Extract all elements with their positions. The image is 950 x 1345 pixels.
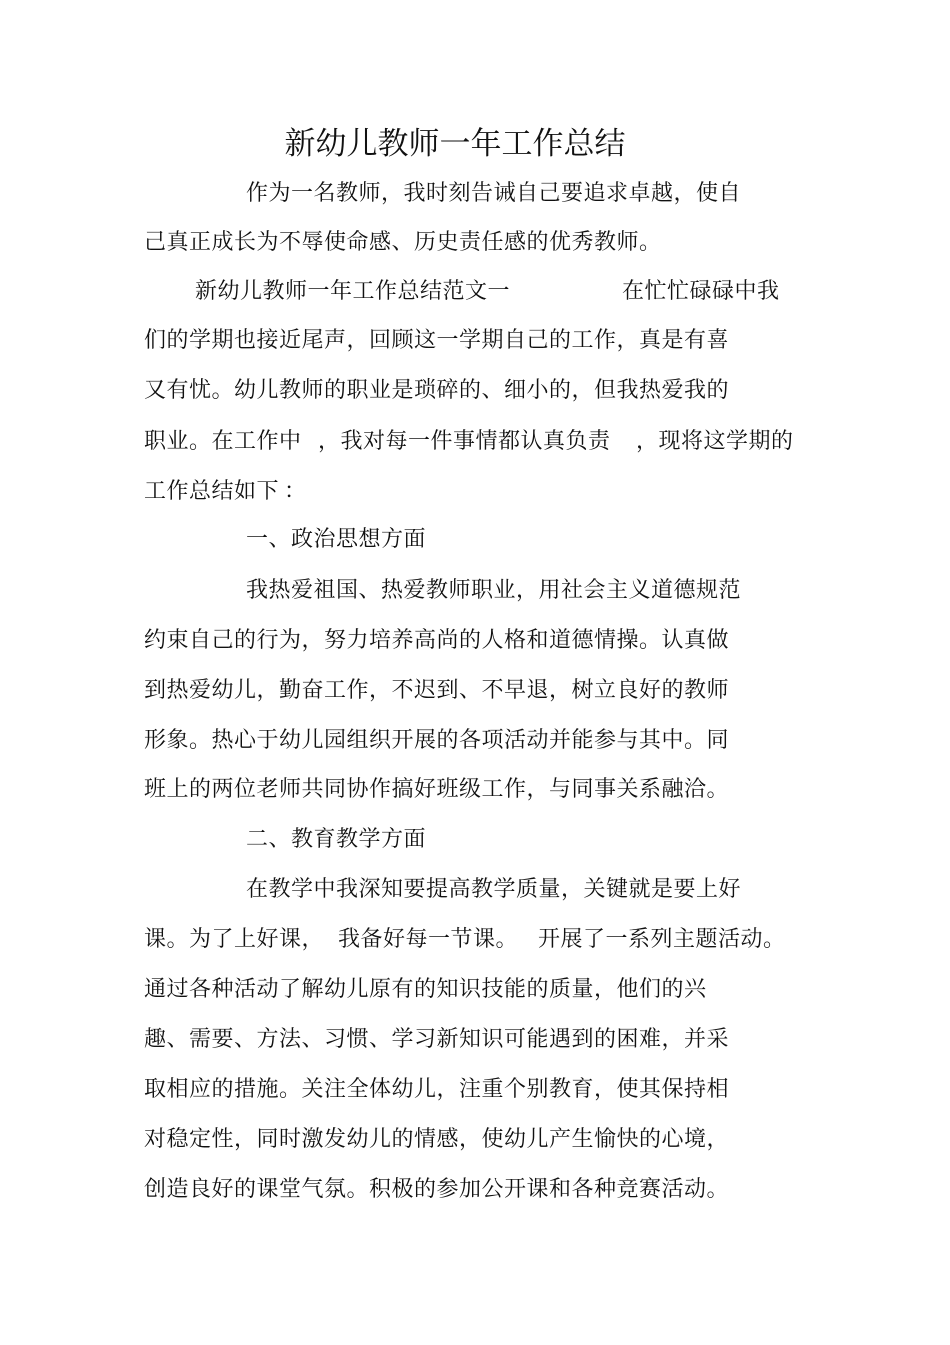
section-heading: 二、教育教学方面 [246,827,427,852]
paragraph-line: 己真正成长为不辱使命感、历史责任感的优秀教师。 [144,230,662,255]
paragraph-line: ，现将这学期的 [636,429,794,454]
paragraph-line: 对稳定性，同时激发幼儿的情感，使幼儿产生愉快的心境， [144,1127,730,1152]
paragraph-line: 班上的两位老师共同协作搞好班级工作，与同事关系融洽。 [144,777,730,802]
paragraph-line: 我备好每一节课。 [338,927,519,952]
paragraph-line: 在教学中我深知要提高教学质量，关键就是要上好 [246,877,742,902]
paragraph-line: 工作总结如下 [144,479,280,504]
paragraph-line: 在忙忙碌碌中我 [622,279,780,304]
paragraph-line: 又有忧。幼儿教师的职业是琐碎的、细小的，但我热爱我的 [144,378,730,403]
paragraph-line: 通过各种活动了解幼儿原有的知识技能的质量，他们的兴 [144,977,707,1002]
section-heading-line: 新幼儿教师一年工作总结范文一 [195,279,511,304]
paragraph-line: 课。为了上好课， [144,927,325,952]
paragraph-line: 职业。在工作中 [144,429,302,454]
section-heading: 一、政治思想方面 [246,527,427,552]
paragraph-line: 开展了一系列主题活动。 [538,927,786,952]
paragraph-line: 约束自己的行为，努力培养高尚的人格和道德情操。认真做 [144,628,730,653]
paragraph-line: 我热爱祖国、热爱教师职业，用社会主义道德规范 [246,578,742,603]
paragraph-line: 趣、需要、方法、习惯、学习新知识可能遇到的困难，并采 [144,1027,730,1052]
paragraph-line: 到热爱幼儿，勤奋工作，不迟到、不早退，树立良好的教师 [144,678,730,703]
document-title: 新幼儿教师一年工作总结 [284,126,626,162]
paragraph-line: 取相应的措施。关注全体幼儿，注重个别教育，使其保持相 [144,1077,730,1102]
paragraph-line: ： [284,479,307,504]
paragraph-line: 创造良好的课堂气氛。积极的参加公开课和各种竞赛活动。 [144,1177,730,1202]
paragraph-line: 作为一名教师，我时刻告诫自己要追求卓越，使自 [246,181,742,206]
paragraph-line: 形象。热心于幼儿园组织开展的各项活动并能参与其中。同 [144,728,730,753]
paragraph-line: 们的学期也接近尾声，回顾这一学期自己的工作，真是有喜 [144,328,730,353]
paragraph-line: ，我对每一件事情都认真负责 [318,429,611,454]
